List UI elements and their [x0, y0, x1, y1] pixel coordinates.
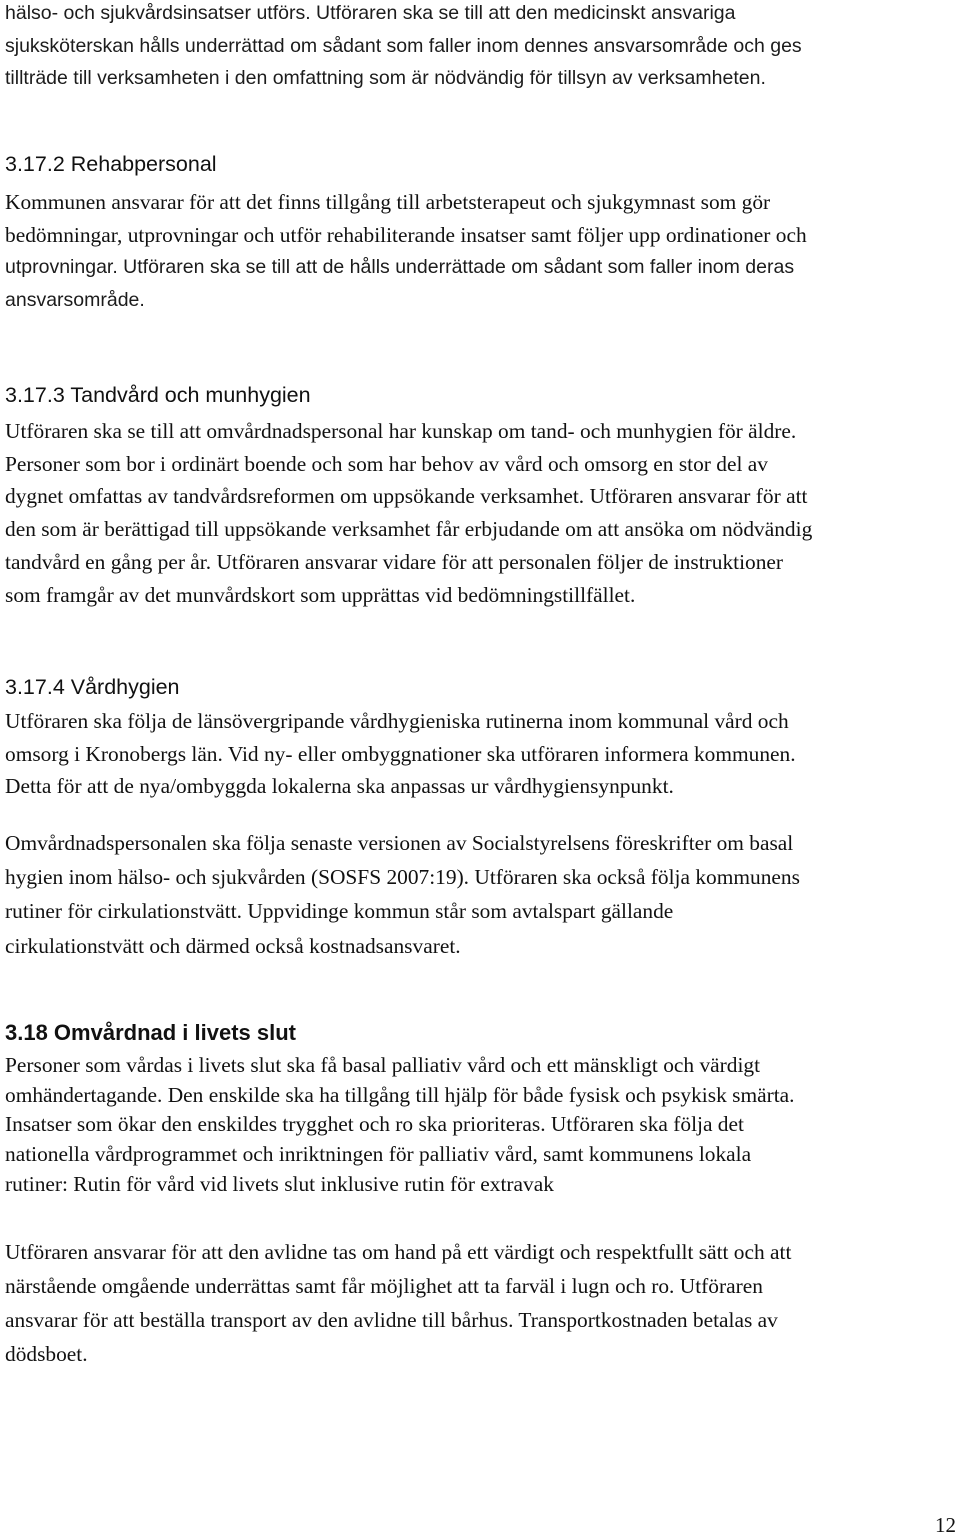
- text-line: dödsboet.: [5, 1342, 88, 1366]
- text-line: Omvårdnadspersonalen ska följa senaste versionen av Socialstyrelsens föreskrifter om basal: [5, 831, 794, 855]
- text-line: omsorg i Kronobergs län. Vid ny- eller ombyggnationer ska utföraren informera kommunen.: [5, 741, 796, 766]
- section-3-18-paragraph-2: [5, 1235, 960, 1371]
- text-line: som framgår av det munvårdskort som upprättas vid bedömningstillfället.: [5, 582, 636, 607]
- text-line: utprovningar. Utföraren ska se till att de hålls underrättade om sådant som faller inom deras: [5, 256, 795, 279]
- text-line: ansvarar för att beställa transport av den avlidne till bårhus. Transportkostnaden betalas av: [5, 1308, 778, 1332]
- text-line: omhändertagande. Den enskilde ska ha tillgång till hjälp för både fysisk och psykisk smärta.: [5, 1082, 795, 1107]
- text-line: Personer som vårdas i livets slut ska få basal palliativ vård och ett mänskligt och värdigt: [5, 1053, 761, 1077]
- section-3-17-4-paragraph-2: [5, 826, 960, 963]
- text-line: ansvarsområde.: [5, 289, 145, 312]
- text-line: rutiner för cirkulationstvätt. Uppvidinge kommun står som avtalspart gällande: [5, 899, 674, 924]
- text-line: Utföraren ska se till att omvårdnadspersonal har kunskap om tand- och munhygien för äldre.: [5, 419, 797, 443]
- text-line: tillträde till verksamheten i den omfattning som är nödvändig för tillsyn av verksamheten.: [5, 67, 766, 90]
- text-line: den som är berättigad till uppsökande verksamhet får erbjudande om att ansöka om nödvändig: [5, 517, 813, 542]
- text-line: Detta för att de nya/ombyggda lokalerna ska anpassas ur vårdhygiensynpunkt.: [5, 774, 674, 799]
- text-line: Utföraren ansvarar för att den avlidne tas om hand på ett värdigt och respektfullt sätt och att: [5, 1240, 792, 1264]
- section-heading-3-17-2: 3.17.2 Rehabpersonal: [5, 152, 217, 176]
- section-3-17-4-paragraph-1: [5, 705, 960, 803]
- text-line: hygien inom hälso- och sjukvården (SOSFS 2007:19). Utföraren ska också följa kommunens: [5, 865, 800, 890]
- text-line: närstående omgående underrättas samt får möjlighet att ta farväl i lugn och ro. Utföraren: [5, 1274, 763, 1298]
- paragraph: [5, 186, 960, 251]
- text-line: rutiner: Rutin för vård vid livets slut inklusive rutin för extravak: [5, 1171, 554, 1196]
- text-line: hälso- och sjukvårdsinsatser utförs. Utföraren ska se till att den medicinskt ansvariga: [5, 2, 736, 24]
- text-line: Kommunen ansvarar för att det finns tillgång till arbetsterapeut och sjukgymnast som gör: [5, 190, 771, 214]
- section-3-18-paragraph-1: [5, 1051, 960, 1200]
- text-line: nationella vårdprogrammet och inriktningen för palliativ vård, samt kommunens lokala: [5, 1142, 752, 1167]
- text-line: Personer som bor i ordinärt boende och som har behov av vård och omsorg en stor del av: [5, 451, 768, 476]
- section-heading-3-18: 3.18 Omvårdnad i livets slut: [5, 1020, 297, 1045]
- intro-paragraph: [5, 0, 960, 95]
- text-line: dygnet omfattas av tandvårdsreformen om uppsökande verksamhet. Utföraren ansvarar för att: [5, 484, 808, 509]
- section-3-17-3-body: [5, 415, 960, 611]
- text-line: tandvård en gång per år. Utföraren ansvarar vidare för att personalen följer de instruktioner: [5, 549, 784, 574]
- section-heading-3-17-4: 3.17.4 Vårdhygien: [5, 675, 180, 699]
- text-line: bedömningar, utprovningar och utför rehabiliterande insatser samt följer upp ordinationer och: [5, 222, 807, 247]
- text-line: cirkulationstvätt och därmed också kostnadsansvaret.: [5, 933, 461, 958]
- section-3-17-2-body: [5, 186, 960, 317]
- page-number: 12: [935, 1513, 956, 1537]
- text-line: sjuksköterskan hålls underrättad om sådant som faller inom dennes ansvarsområde och ges: [5, 34, 802, 57]
- document-page: [5, 0, 960, 1366]
- text-line: Insatser som ökar den enskildes trygghet och ro ska prioriteras. Utföraren ska följa det: [5, 1112, 744, 1137]
- paragraph-continued: [5, 251, 960, 316]
- text-line: Utföraren ska följa de länsövergripande vårdhygieniska rutinerna inom kommunal vård och: [5, 709, 789, 733]
- section-heading-3-17-3: 3.17.3 Tandvård och munhygien: [5, 383, 311, 407]
